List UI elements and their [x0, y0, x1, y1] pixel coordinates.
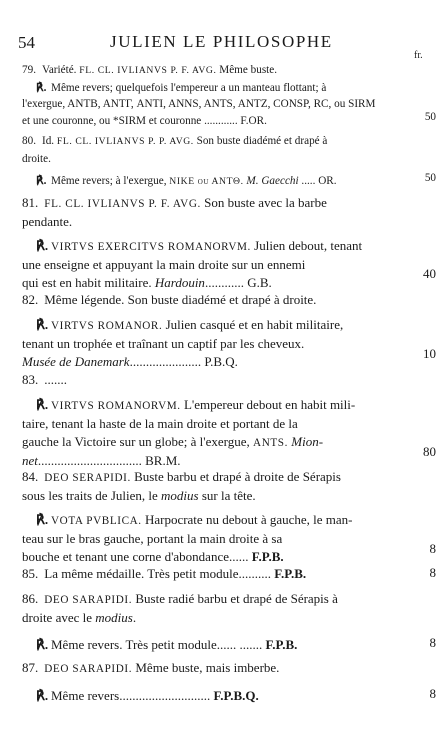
reverse-mark-icon: ℟. — [36, 238, 49, 253]
reverse-description: ℟. Même revers............................ F.P.B.Q. — [36, 688, 259, 703]
reverse-description: ℟. VIRTVS ROMANORVM. L'empereur debout en habit mili- — [36, 397, 356, 412]
reverse-mark-icon: ℟. — [36, 175, 47, 187]
reverse-description-line: l'exergue, ANTB, ANTΓ, ANTI, ANNS, ANTS, ANTZ, CONSP, RC, ou SIRM — [22, 98, 376, 110]
reverse-description-line: Musée de Danemark...................... P.B.Q. — [22, 354, 238, 369]
reverse-mark-icon: ℟. — [36, 688, 49, 703]
page-number: 54 — [18, 33, 35, 52]
reverse-description: ℟. VIRTVS ROMANOR. Julien casqué et en habit militaire, — [36, 317, 344, 332]
obverse-description: 87. DEO SARAPIDI. Même buste, mais imberbe. — [22, 660, 280, 675]
running-title: JULIEN LE PHILOSOPHE — [110, 32, 333, 51]
reverse-description: ℟. Même revers; quelquefois l'empereur a un manteau flottant; à — [22, 80, 407, 97]
reverse-description-line: net................................ BR.M. — [22, 453, 181, 468]
obverse-description-line: droite. — [22, 152, 51, 165]
price: 80 — [423, 444, 436, 459]
coin-entry-87 — [22, 659, 407, 705]
price: 50 — [424, 111, 436, 123]
obverse-description: 86. DEO SARAPIDI. Buste radié barbu et drapé de Sérapis à — [22, 591, 338, 606]
price: 8 — [429, 686, 436, 701]
reverse-description: ℟. Même revers. Très petit module...... ....... F.P.B. — [36, 637, 298, 652]
coin-entry-84 — [22, 468, 407, 566]
reverse-description: ℟. Même revers; à l'exergue, NIKE ou ANTΘ. M. Gaecchi ..... OR. — [22, 173, 407, 191]
obverse-description: 80. Id. FL. CL. IVLIANVS P. P. AVG. Son buste diadémé et drapé à — [22, 135, 328, 147]
reverse-mark-icon: ℟. — [36, 637, 49, 652]
coin-entry-83 — [22, 371, 407, 470]
coin-entry-85 — [22, 565, 407, 583]
reverse-description-line: une enseigne et appuyant la main droite sur un ennemi — [22, 257, 306, 272]
obverse-description-line: sous les traits de Julien, le modius sur la tête. — [22, 488, 256, 503]
reverse-mark-icon: ℟. — [36, 81, 47, 94]
reverse-description-line: teau sur le bras gauche, portant la main droite à sa — [22, 531, 283, 546]
reverse-description-line: tenant un trophée et traînant un captif par les cheveux. — [22, 336, 305, 351]
reverse-description-line: bouche et tenant une corne d'abondance...... F.P.B. — [22, 549, 284, 564]
obverse-description-line: droite avec le modius. — [22, 610, 137, 625]
price: 50 — [424, 172, 436, 184]
reverse-description-line: gauche la Victoire sur un globe; à l'exergue, ANTS. Mion- — [22, 434, 324, 449]
coin-entry-79 — [22, 62, 407, 129]
reverse-mark-icon: ℟. — [36, 317, 49, 332]
coin-entry-82 — [22, 291, 407, 371]
obverse-description-line: pendante. — [22, 214, 73, 229]
price: 8 — [429, 541, 436, 556]
price: 8 — [429, 565, 436, 580]
coin-entry-80 — [22, 133, 407, 191]
price: 40 — [423, 266, 436, 281]
currency-column-heading: fr. — [414, 50, 423, 61]
obverse-description: 83. ....... — [22, 372, 67, 387]
obverse-description: 82. Même légende. Son buste diadémé et drapé à droite. — [22, 292, 317, 307]
obverse-description: 85. La même médaille. Très petit module.......... F.P.B. — [22, 566, 307, 581]
coin-entry-86 — [22, 590, 407, 654]
obverse-description: 79. Variété. FL. CL. IVLIANVS P. F. AVG. Même buste. — [22, 64, 278, 76]
reverse-description-line: et une couronne, ou *SIRM et couronne ............ F.OR. — [22, 114, 267, 127]
coin-entry-81 — [22, 194, 407, 292]
reverse-description-line: taire, tenant la haste de la main droite et portant de la — [22, 416, 298, 431]
reverse-mark-icon: ℟. — [36, 512, 49, 527]
reverse-description: ℟. VOTA PVBLICA. Harpocrate nu debout à gauche, le man- — [36, 512, 353, 527]
obverse-description: 81. FL. CL. IVLIANVS P. F. AVG. Son buste avec la barbe — [22, 195, 327, 210]
reverse-mark-icon: ℟. — [36, 397, 49, 412]
reverse-description-line: qui est en habit militaire. Hardouin............ G.B. — [22, 275, 272, 290]
price: 10 — [423, 346, 436, 361]
reverse-description: ℟. VIRTVS EXERCITVS ROMANORVM. Julien debout, tenant — [36, 238, 363, 253]
obverse-description: 84. DEO SERAPIDI. Buste barbu et drapé à droite de Sérapis — [22, 469, 341, 484]
price: 8 — [429, 635, 436, 650]
